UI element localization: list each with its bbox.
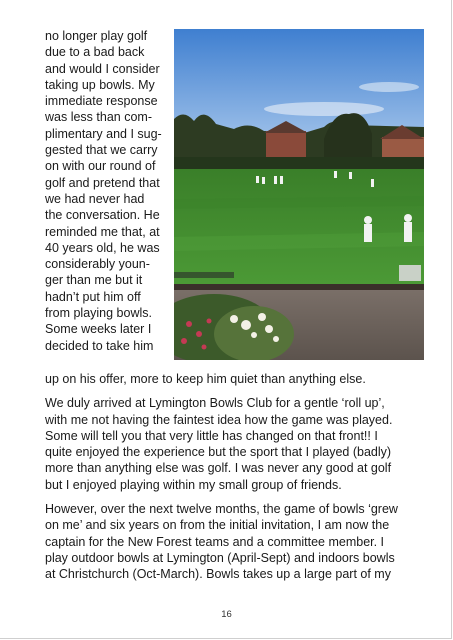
text-line: Some will tell you that very little has changed on that front!! I bbox=[45, 428, 378, 443]
text-line: with me not having the faintest idea how the game was played. bbox=[45, 412, 393, 427]
paragraph-1-end: up on his offer, more to keep him quiet than anything else. bbox=[45, 372, 366, 386]
text-line: reminded me that, at bbox=[45, 224, 160, 239]
bowling-green bbox=[174, 169, 424, 287]
body-text bbox=[45, 371, 425, 583]
text-line: captain for the New Forest teams and a committee member. I bbox=[45, 534, 385, 549]
text-line: ger than me but it bbox=[45, 273, 143, 288]
text-line: considerably youn- bbox=[45, 257, 150, 272]
text-line: Some weeks later I bbox=[45, 322, 152, 337]
bowling-green-photo bbox=[174, 29, 424, 360]
text-line: taking up bowls. My bbox=[45, 77, 155, 92]
cloud bbox=[359, 82, 419, 92]
text-line: gested that we carry bbox=[45, 143, 158, 158]
text-line: the conversation. He bbox=[45, 208, 160, 223]
text-line: and would I consider bbox=[45, 61, 160, 76]
page-number: 16 bbox=[221, 609, 232, 620]
text-line: immediate response bbox=[45, 94, 158, 109]
paragraph-2 bbox=[45, 395, 425, 493]
text-line: but I enjoyed playing within my small group of friends. bbox=[45, 477, 342, 492]
text-line: no longer play golf bbox=[45, 29, 148, 43]
text-line: on me’ and six years on from the initial invitation, I am now the bbox=[45, 518, 390, 533]
text-line: more than anything else was golf. I was never any good at golf bbox=[45, 461, 392, 476]
hedge bbox=[174, 157, 424, 169]
text-line: plimentary and I sug- bbox=[45, 126, 162, 141]
cloud bbox=[264, 102, 384, 116]
text-line: play outdoor bowls at Lymington (April-Sept) and indoors bowls bbox=[45, 550, 395, 565]
text-line: hadn’t put him off bbox=[45, 289, 141, 304]
wrapped-text-column bbox=[45, 28, 175, 354]
text-line: from playing bowls. bbox=[45, 306, 152, 321]
clubhouse bbox=[266, 131, 306, 159]
text-line: However, over the next twelve months, the game of bowls ‘grew bbox=[45, 502, 398, 517]
text-line: we had never had bbox=[45, 191, 145, 206]
text-line: due to a bad back bbox=[45, 45, 145, 60]
text-line: at Christchurch (Oct-March). Bowls takes up a large part of my bbox=[45, 567, 391, 582]
paragraph-3 bbox=[45, 501, 425, 582]
text-line: golf and pretend that bbox=[45, 175, 160, 190]
text-line: quite enjoyed the experience but the sport that I played (badly) bbox=[45, 445, 392, 460]
text-line: We duly arrived at Lymington Bowls Club for a gentle ‘roll up’, bbox=[45, 396, 385, 411]
text-line: on with our round of bbox=[45, 159, 156, 174]
text-line: 40 years old, he was bbox=[45, 240, 160, 255]
bowling-green-image bbox=[174, 29, 424, 360]
green-edge bbox=[174, 284, 424, 290]
text-line: was less than com- bbox=[45, 110, 152, 125]
text-line: decided to take him bbox=[45, 338, 154, 353]
equipment bbox=[399, 265, 421, 281]
